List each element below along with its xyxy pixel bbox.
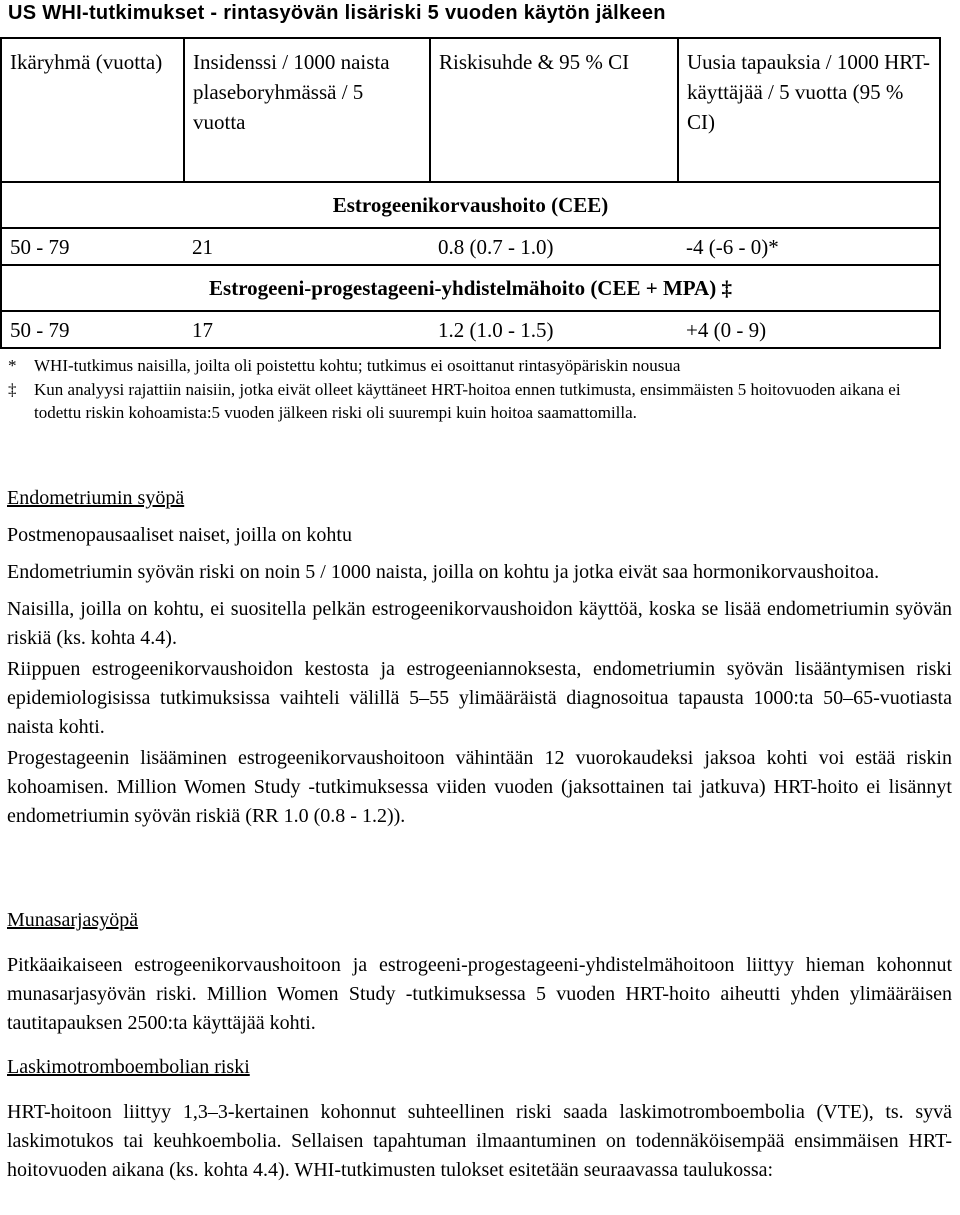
cell-incidence: 21 <box>184 228 430 265</box>
page-title: US WHI-tutkimukset - rintasyövän lisäriski 5 vuoden käytön jälkeen <box>8 2 666 24</box>
endometrium-paragraph-1: Endometriumin syövän riski on noin 5 / 1000 naista, joilla on kohtu ja jotka eivät saa hormonikorvaushoitoa. <box>7 561 880 583</box>
footnote-star-text: WHI-tutkimus naisilla, joilta oli poistettu kohtu; tutkimus ei osoittanut rintasyöpäriskin nousua <box>34 356 681 375</box>
cell-risk-ratio: 0.8 (0.7 - 1.0) <box>430 228 678 265</box>
header-age-group: Ikäryhmä (vuotta) <box>1 38 184 182</box>
ovary-section <box>7 906 952 1038</box>
dagger-mark: ‡ <box>8 379 17 399</box>
cell-new-cases: +4 (0 - 9) <box>678 311 940 348</box>
cell-new-cases: -4 (-6 - 0)* <box>678 228 940 265</box>
vte-section <box>7 1053 952 1185</box>
endometrium-paragraph-3: Riippuen estrogeenikorvaushoidon kestosta ja estrogeeniannoksesta, endometriumin syövän lisääntymisen riski epidemiologisissa tutkimuksissa vaihteli välillä 5–55 ylimääräistä diagnosoitua tapausta 1000:ta 50–65-vuotiasta naista kohti. <box>7 658 952 738</box>
endometrium-subheading: Postmenopausaaliset naiset, joilla on kohtu <box>7 524 352 546</box>
footnote-dagger-text: Kun analyysi rajattiin naisiin, jotka eivät olleet käyttäneet HRT-hoitoa ennen tutkimusta, ensimmäisten 5 hoitovuoden aikana ei todettu riskin kohoamista:5 vuoden jälkeen riski oli suurempi kuin hoitoa saamattomilla. <box>34 379 901 422</box>
table-row <box>1 311 940 348</box>
vte-paragraph-1: HRT-hoitoon liittyy 1,3–3-kertainen kohonnut suhteellinen riski saada laskimotromboembolia (VTE), ts. syvä laskimotukos tai keuhkoembolia. Sellaisen tapahtuman ilmaantuminen on todennäköisempää ensimmäisen HRT-hoitovuoden aikana (ks. kohta 4.4). WHI-tutkimusten tulokset esitetään seuraavassa taulukossa: <box>7 1101 952 1181</box>
endometrium-paragraph-2: Naisilla, joilla on kohtu, ei suositella pelkän estrogeenikorvaushoidon käyttöä, koska se lisää endometriumin syövän riskiä (ks. kohta 4.4). <box>7 598 952 649</box>
table-row <box>1 228 940 265</box>
cell-incidence: 17 <box>184 311 430 348</box>
cell-risk-ratio: 1.2 (1.0 - 1.5) <box>430 311 678 348</box>
footnote-star <box>8 354 948 378</box>
cell-age: 50 - 79 <box>1 311 184 348</box>
table-footnotes <box>8 354 948 425</box>
table-header-row <box>1 38 940 182</box>
footnote-dagger <box>8 378 948 425</box>
cell-age: 50 - 79 <box>1 228 184 265</box>
header-risk-ratio: Riskisuhde & 95 % CI <box>430 38 678 182</box>
endometrium-paragraph-4: Progestageenin lisääminen estrogeenikorvaushoitoon vähintään 12 vuorokaudeksi jaksoa kohti voi estää riskin kohoamisen. Million Women Study -tutkimuksessa viiden vuoden (jaksottainen tai jatkuva) HRT-hoito ei lisännyt endometriumin syövän riskiä (RR 1.0 (0.8 - 1.2)). <box>7 747 952 827</box>
table-section-row <box>1 265 940 311</box>
star-mark: * <box>8 356 17 375</box>
header-incidence: Insidenssi / 1000 naista plaseboryhmässä / 5 vuotta <box>184 38 430 182</box>
header-new-cases: Uusia tapauksia / 1000 HRT-käyttäjää / 5 vuotta (95 % CI) <box>678 38 940 182</box>
endometrium-section <box>7 484 952 831</box>
ovary-heading: Munasarjasyöpä <box>7 909 139 931</box>
risk-table <box>0 37 941 349</box>
ovary-paragraph-1: Pitkäaikaiseen estrogeenikorvaushoitoon ja estrogeeni-progestageeni-yhdistelmähoitoon liittyy hieman kohonnut munasarjasyövän riski. Million Women Study -tutkimuksessa 5 vuoden HRT-hoito aiheutti yhden ylimääräisen tautitapauksen 2500:ta käyttäjää kohti. <box>7 954 952 1034</box>
vte-heading: Laskimotromboembolian riski <box>7 1056 250 1078</box>
section-label-cee: Estrogeenikorvaushoito (CEE) <box>1 182 940 228</box>
table-section-row <box>1 182 940 228</box>
section-label-cee-mpa: Estrogeeni-progestageeni-yhdistelmähoito (CEE + MPA) ‡ <box>1 265 940 311</box>
endometrium-heading: Endometriumin syöpä <box>7 487 185 509</box>
